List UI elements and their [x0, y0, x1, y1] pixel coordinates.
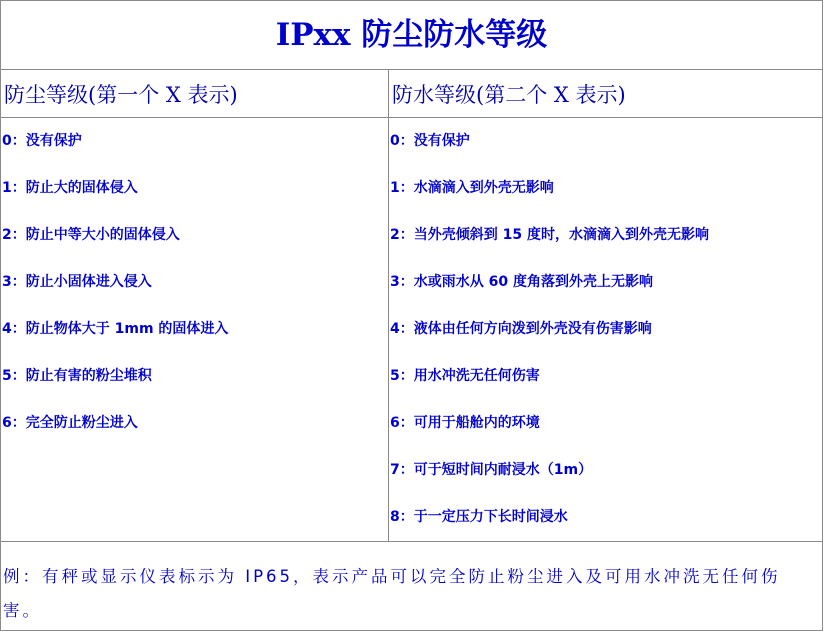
water-level-item: 1：水滴滴入到外壳无影响 — [390, 180, 554, 196]
dust-level-item: 4：防止物体大于 1mm 的固体进入 — [2, 321, 229, 337]
dust-level-item: 6：完全防止粉尘进入 — [2, 415, 138, 431]
example-note: 例：有秤或显示仪表标示为 IP65，表示产品可以完全防止粉尘进入及可用水冲洗无任何伤害。 — [3, 567, 781, 620]
dust-level-item: 2：防止中等大小的固体侵入 — [2, 227, 180, 243]
water-level-item: 7：可于短时间内耐浸水（1m） — [390, 462, 593, 478]
title-cell — [1, 1, 823, 70]
water-level-item: 3：水或雨水从 60 度角落到外壳上无影响 — [390, 274, 653, 290]
dust-level-item: 3：防止小固体进入侵入 — [2, 274, 152, 290]
water-header: 防水等级(第二个 X 表示) — [392, 82, 626, 107]
dust-level-item: 1：防止大的固体侵入 — [2, 180, 138, 196]
dust-levels-cell — [1, 118, 389, 542]
dust-header: 防尘等级(第一个 X 表示) — [4, 82, 238, 107]
water-levels-cell — [389, 118, 823, 542]
dust-level-list — [1, 118, 388, 447]
water-level-item: 5：用水冲洗无任何伤害 — [390, 368, 540, 384]
dust-header-cell — [1, 70, 389, 118]
dust-level-item: 0：没有保护 — [2, 133, 82, 149]
water-level-list — [389, 118, 822, 541]
water-level-item: 8：于一定压力下长时间浸水 — [390, 509, 568, 525]
water-level-item: 6：可用于船舱内的环境 — [390, 415, 540, 431]
note-cell — [1, 542, 823, 631]
page-title: IPxx 防尘防水等级 — [275, 17, 548, 53]
water-level-item: 0：没有保护 — [390, 133, 470, 149]
water-header-cell — [389, 70, 823, 118]
water-level-item: 4：液体由任何方向泼到外壳没有伤害影响 — [390, 321, 652, 337]
dust-level-item: 5：防止有害的粉尘堆积 — [2, 368, 152, 384]
water-level-item: 2：当外壳倾斜到 15 度时，水滴滴入到外壳无影响 — [390, 227, 709, 243]
